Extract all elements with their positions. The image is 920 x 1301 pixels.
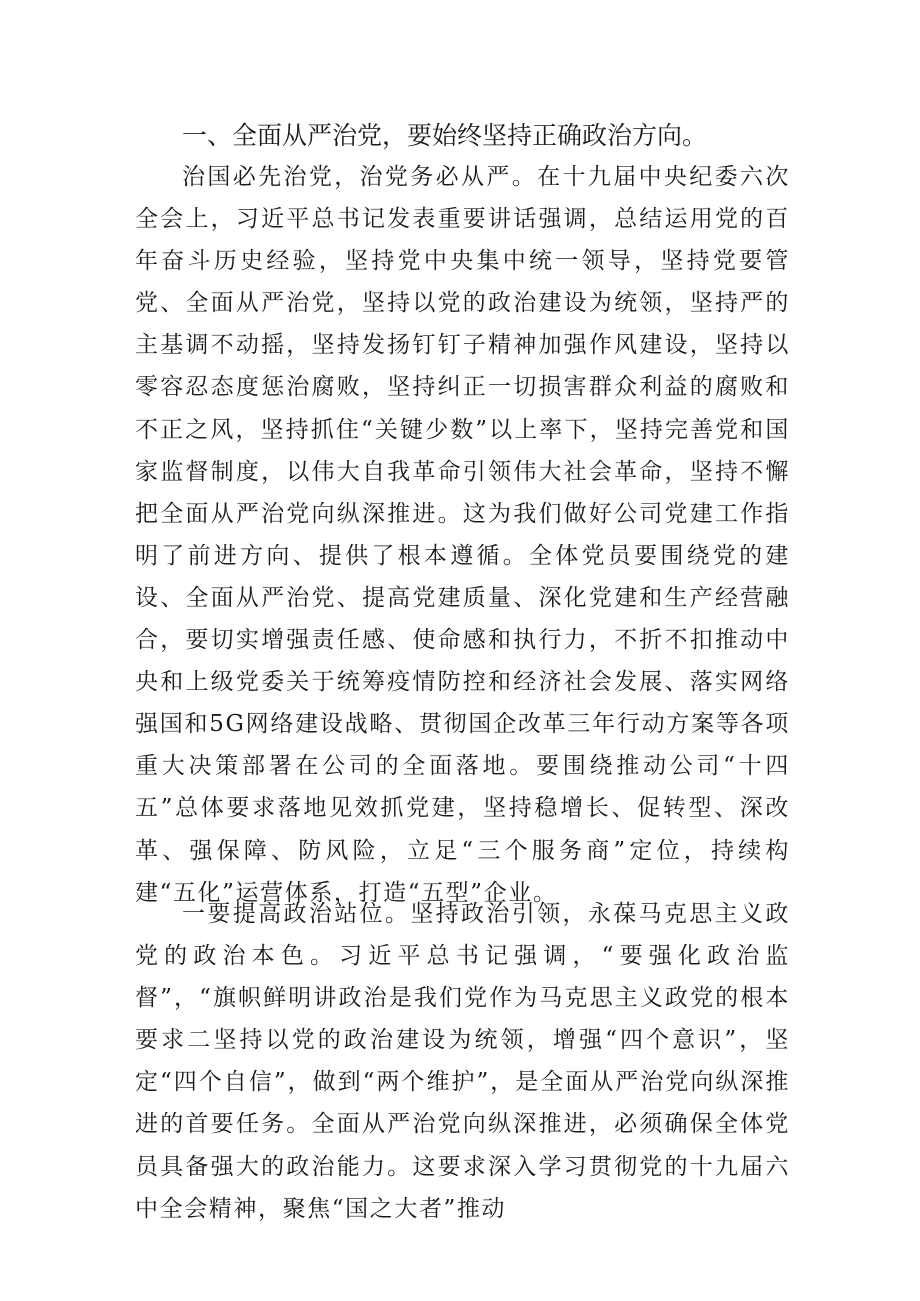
body-paragraph: 一要提高政治站位。坚持政治引领，永葆马克思主义政党的政治本色。习近平总书记强调，“要强化政治监督”，“旗帜鲜明讲政治是我们党作为马克思主义政党的根本要求二坚持以党的政治建设为统领，增强“四个意识”，坚定“四个自信”，做到“两个维护”，是全面从严治党向纵深推进的首要任务。全面从严治党向纵深推进，必须确保全体党员具备强大的政治能力。这要求深入学习贯彻党的十九届六中全会精神，聚焦“国之大者”推动: [135, 901, 790, 1222]
section-heading: 一、全面从严治党，要始终坚持正确政治方向。: [182, 121, 708, 150]
body-paragraph: 治国必先治党，治党务必从严。在十九届中央纪委六次全会上，习近平总书记发表重要讲话强调，总结运用党的百年奋斗历史经验，坚持党中央集中统一领导，坚持党要管党、全面从严治党，坚持以党的政治建设为统领，坚持严的主基调不动摇，坚持发扬钉钉子精神加强作风建设，坚持以零容忍态度惩治腐败，坚持纠正一切损害群众利益的腐败和不正之风，坚持抓住“关键少数”以上率下，坚持完善党和国家监督制度，以伟大自我革命引领伟大社会革命，坚持不懈把全面从严治党向纵深推进。这为我们做好公司党建工作指明了前进方向、提供了根本遵循。全体党员要围绕党的建设、全面从严治党、提高党建质量、深化党建和生产经营融合，要切实增强责任感、使命感和执行力，不折不扣推动中央和上级党委关于统筹疫情防控和经济社会发展、落实网络强国和5G网络建设战略、贯彻国企改革三年行动方案等各项重大决策部署在公司的全面落地。要围绕推动公司“十四五”总体要求落地见效抓党建，坚持稳增长、促转型、深改革、强保障、防风险，立足“三个服务商”定位，持续构建“五化”运营体系，打造“五型”企业。: [135, 164, 790, 906]
